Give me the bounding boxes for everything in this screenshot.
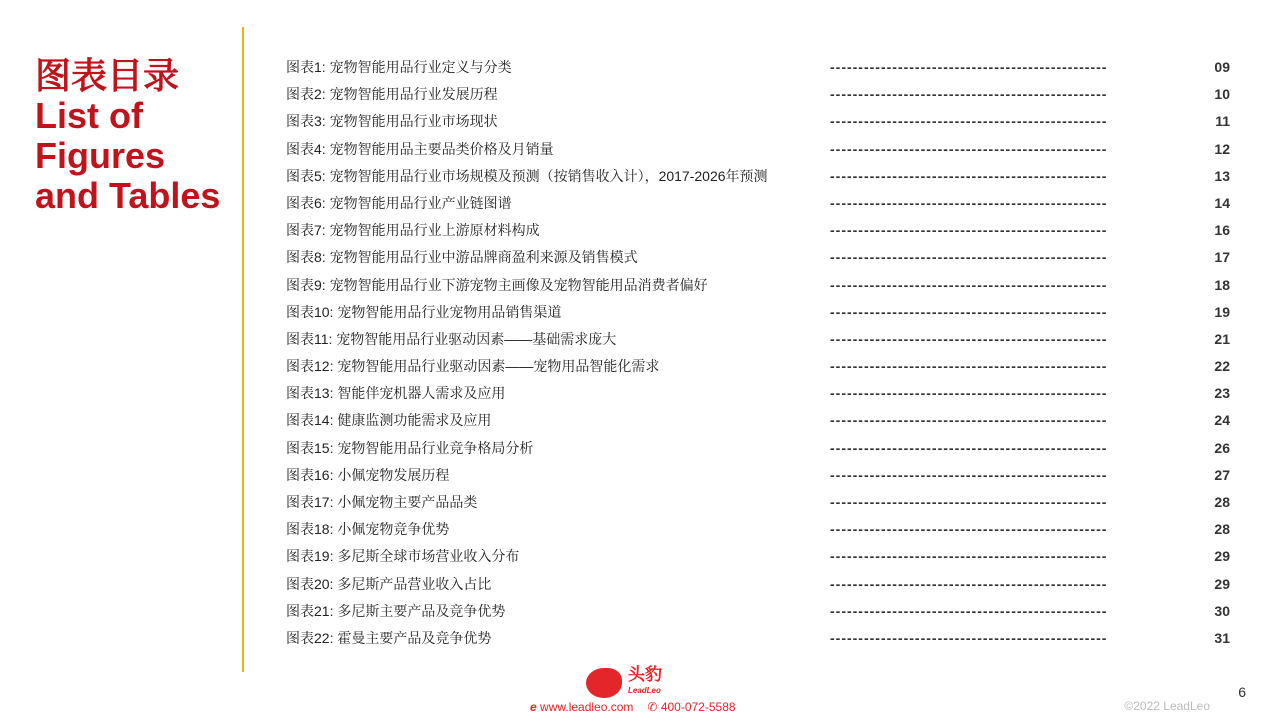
toc-label: 图表12: 宠物智能用品行业驱动因素——宠物用品智能化需求 bbox=[286, 358, 660, 375]
toc-page: 30 bbox=[1214, 602, 1230, 619]
contact-info bbox=[530, 700, 736, 714]
divider-line bbox=[242, 27, 244, 672]
toc-label: 图表3: 宠物智能用品行业市场现状 bbox=[286, 113, 498, 130]
toc-label: 图表2: 宠物智能用品行业发展历程 bbox=[286, 86, 498, 103]
toc-label: 图表1: 宠物智能用品行业定义与分类 bbox=[286, 59, 512, 75]
toc-leader: ------------------------------------------------- bbox=[830, 521, 1108, 538]
leopard-icon bbox=[586, 668, 622, 698]
toc-leader: ------------------------------------------------- bbox=[830, 222, 1108, 239]
toc-leader: ------------------------------------------------- bbox=[830, 385, 1108, 402]
page-title bbox=[35, 56, 220, 216]
title-en-line3: and Tables bbox=[35, 175, 221, 216]
toc-label: 图表18: 小佩宠物竞争优势 bbox=[286, 521, 450, 538]
toc-page: 19 bbox=[1214, 303, 1230, 320]
toc-label: 图表6: 宠物智能用品行业产业链图谱 bbox=[286, 194, 512, 211]
toc-leader: ------------------------------------------------- bbox=[830, 439, 1108, 456]
toc-label: 图表21: 多尼斯主要产品及竞争优势 bbox=[286, 602, 506, 619]
toc-label: 图表11: 宠物智能用品行业驱动因素——基础需求庞大 bbox=[286, 330, 617, 347]
toc-row[interactable] bbox=[286, 628, 1236, 655]
toc-label: 图表16: 小佩宠物发展历程 bbox=[286, 466, 450, 483]
toc-leader: ------------------------------------------------- bbox=[830, 629, 1108, 646]
toc-page: 26 bbox=[1214, 439, 1230, 456]
toc-leader: ------------------------------------------------- bbox=[830, 575, 1108, 592]
toc-page: 28 bbox=[1214, 521, 1230, 538]
leadleo-logo bbox=[586, 667, 662, 699]
toc-leader: ------------------------------------------------- bbox=[830, 412, 1108, 429]
toc-leader: ------------------------------------------------- bbox=[830, 113, 1108, 130]
toc-page: 27 bbox=[1214, 466, 1230, 483]
logo-zh: 头豹 bbox=[628, 665, 662, 684]
toc-row[interactable] bbox=[286, 57, 1236, 84]
toc-row[interactable] bbox=[286, 601, 1236, 628]
phone: ✆ 400-072-5588 bbox=[647, 700, 736, 714]
toc-row[interactable] bbox=[286, 139, 1236, 166]
toc-row[interactable] bbox=[286, 492, 1236, 519]
toc-label: 图表4: 宠物智能用品主要品类价格及月销量 bbox=[286, 140, 554, 157]
copyright: ©2022 LeadLeo bbox=[1124, 699, 1210, 713]
toc-page: 12 bbox=[1214, 140, 1230, 157]
page-number: 6 bbox=[1238, 684, 1246, 700]
toc-row[interactable] bbox=[286, 410, 1236, 437]
toc-leader: ------------------------------------------------- bbox=[830, 86, 1108, 103]
title-en-line1: List of bbox=[35, 95, 143, 136]
toc-row[interactable] bbox=[286, 84, 1236, 111]
toc-page: 28 bbox=[1214, 494, 1230, 510]
toc-label: 图表17: 小佩宠物主要产品品类 bbox=[286, 494, 478, 510]
toc-label: 图表19: 多尼斯全球市场营业收入分布 bbox=[286, 548, 520, 565]
toc-leader: ------------------------------------------------- bbox=[830, 59, 1108, 75]
toc-row[interactable] bbox=[286, 546, 1236, 573]
toc-leader: ------------------------------------------------- bbox=[830, 548, 1108, 565]
toc-page: 29 bbox=[1214, 575, 1230, 592]
toc-row[interactable] bbox=[286, 111, 1236, 138]
toc-page: 10 bbox=[1214, 86, 1230, 103]
toc-page: 11 bbox=[1215, 113, 1230, 130]
toc-row[interactable] bbox=[286, 356, 1236, 383]
toc-row[interactable] bbox=[286, 519, 1236, 546]
toc-label: 图表9: 宠物智能用品行业下游宠物主画像及宠物智能用品消费者偏好 bbox=[286, 276, 708, 293]
toc-page: 18 bbox=[1214, 276, 1230, 293]
toc-page: 17 bbox=[1214, 249, 1230, 266]
toc-leader: ------------------------------------------------- bbox=[830, 466, 1108, 483]
toc-page: 24 bbox=[1214, 412, 1230, 429]
toc-label: 图表20: 多尼斯产品营业收入占比 bbox=[286, 575, 492, 592]
toc-row[interactable] bbox=[286, 166, 1236, 193]
toc-row[interactable] bbox=[286, 383, 1236, 410]
toc-row[interactable] bbox=[286, 465, 1236, 492]
website-link[interactable]: e www.leadleo.com bbox=[530, 700, 634, 714]
toc-leader: ------------------------------------------------- bbox=[830, 330, 1108, 347]
toc-row[interactable] bbox=[286, 438, 1236, 465]
toc-label: 图表14: 健康监测功能需求及应用 bbox=[286, 412, 492, 429]
toc-page: 29 bbox=[1214, 548, 1230, 565]
title-zh: 图表目录 bbox=[35, 55, 180, 96]
toc-label: 图表15: 宠物智能用品行业竞争格局分析 bbox=[286, 439, 534, 456]
toc-label: 图表10: 宠物智能用品行业宠物用品销售渠道 bbox=[286, 303, 562, 320]
toc-page: 14 bbox=[1214, 194, 1230, 211]
toc-leader: ------------------------------------------------- bbox=[830, 140, 1108, 157]
toc-row[interactable] bbox=[286, 302, 1236, 329]
toc-leader: ------------------------------------------------- bbox=[830, 167, 1108, 184]
toc-page: 21 bbox=[1214, 330, 1230, 347]
ie-icon: e bbox=[530, 700, 537, 714]
toc-leader: ------------------------------------------------- bbox=[830, 249, 1108, 266]
toc-page: 16 bbox=[1214, 222, 1230, 239]
toc-label: 图表13: 智能伴宠机器人需求及应用 bbox=[286, 385, 506, 402]
figure-list bbox=[286, 57, 1236, 655]
toc-row[interactable] bbox=[286, 574, 1236, 601]
toc-page: 09 bbox=[1214, 59, 1230, 75]
toc-row[interactable] bbox=[286, 275, 1236, 302]
toc-row[interactable] bbox=[286, 220, 1236, 247]
toc-leader: ------------------------------------------------- bbox=[830, 602, 1108, 619]
title-en-line2: Figures bbox=[35, 135, 166, 176]
toc-row[interactable] bbox=[286, 329, 1236, 356]
toc-leader: ------------------------------------------------- bbox=[830, 303, 1108, 320]
toc-leader: ------------------------------------------------- bbox=[830, 276, 1108, 293]
toc-label: 图表8: 宠物智能用品行业中游品牌商盈利来源及销售模式 bbox=[286, 249, 638, 266]
toc-label: 图表5: 宠物智能用品行业市场规模及预测（按销售收入计），2017-2026年预测 bbox=[286, 167, 768, 184]
toc-page: 13 bbox=[1214, 167, 1230, 184]
toc-leader: ------------------------------------------------- bbox=[830, 194, 1108, 211]
toc-label: 图表22: 霍曼主要产品及竞争优势 bbox=[286, 629, 492, 646]
toc-label: 图表7: 宠物智能用品行业上游原材料构成 bbox=[286, 222, 540, 239]
phone-icon: ✆ bbox=[647, 700, 658, 714]
toc-leader: ------------------------------------------------- bbox=[830, 494, 1108, 510]
toc-row[interactable] bbox=[286, 247, 1236, 274]
toc-page: 31 bbox=[1214, 629, 1230, 646]
toc-leader: ------------------------------------------------- bbox=[830, 358, 1108, 375]
logo-en: LeadLeo bbox=[628, 686, 661, 695]
toc-page: 23 bbox=[1214, 385, 1230, 402]
toc-page: 22 bbox=[1214, 358, 1230, 375]
toc-row[interactable] bbox=[286, 193, 1236, 220]
